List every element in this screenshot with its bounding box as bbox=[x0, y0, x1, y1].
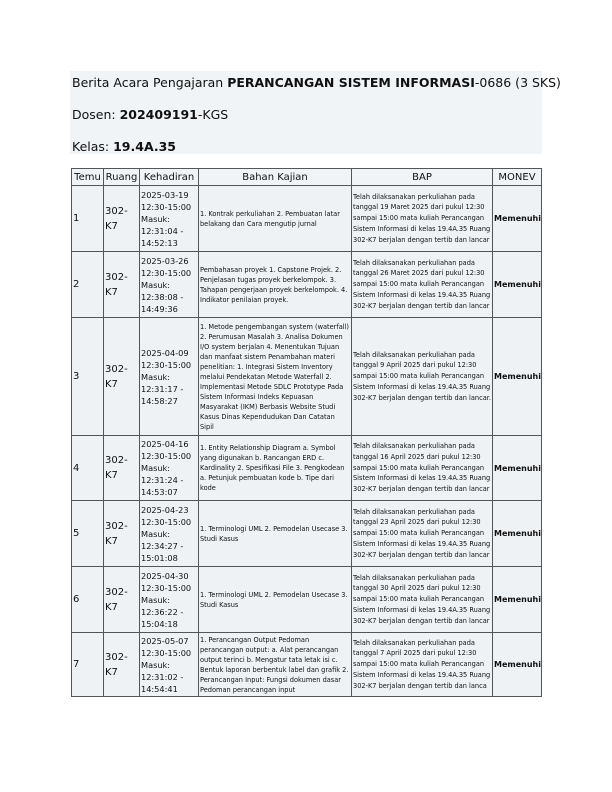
attendance-cell: 2025-03-19 12:30-15:00 Masuk: 12:31:04 - 14:52:13 bbox=[140, 186, 199, 252]
table-body bbox=[72, 186, 542, 697]
table-row bbox=[72, 318, 542, 436]
header-bap: BAP bbox=[352, 169, 493, 186]
bap-cell: Telah dilaksanakan perkuliahan pada tanggal 19 Maret 2025 dari pukul 12:30 sampai 15:00 mata kuliah Perancangan Sistem Informasi di kelas 19.4A.35 Ruang 302-K7 berjalan dengan tertib dan lancar bbox=[352, 186, 493, 252]
meeting-number: 1 bbox=[72, 186, 104, 252]
topic-cell: 1. Metode pengembangan system (waterfall) 2. Perumusan Masalah 3. Analisa Dokumen I/O system berjalan 4. Menentukan Tujuan dan manfaat sistem Penambahan materi penelitian: 1. Integrasi Sistem Inventory melalui Pendekatan Metode Waterfall 2. Implementasi Metode SDLC Prototype Pada Sistem Informasi Indeks Kepuasan Masyarakat (IKM) Berbasis Website Studi Kasus Dinas Kependudukan Dan Catatan Sipil bbox=[199, 318, 352, 436]
meeting-number: 3 bbox=[72, 318, 104, 436]
topic-cell: 1. Perancangan Output Pedoman perancangan output: a. Alat perancangan output terinci b. Mengatur tata letak isi c. Bentuk laporan berbentuk label dan grafik 2. Perancangan Input: Fungsi dokumen dasar Pedoman perancangan input bbox=[199, 633, 352, 697]
lecturer-label: Dosen: bbox=[72, 107, 120, 122]
meeting-number: 7 bbox=[72, 633, 104, 697]
class-name: 19.4A.35 bbox=[113, 139, 176, 154]
attendance-cell: 2025-04-16 12:30-15:00 Masuk: 12:31:24 - 14:53:07 bbox=[140, 436, 199, 501]
monev-cell: Memenuhi bbox=[493, 186, 542, 252]
bap-cell: Telah dilaksanakan perkuliahan pada tanggal 16 April 2025 dari pukul 12:30 sampai 15:00 mata kuliah Perancangan Sistem Informasi di kelas 19.4A.35 Ruang 302-K7 berjalan dengan tertib dan lancar bbox=[352, 436, 493, 501]
lecturer-line bbox=[72, 107, 228, 122]
bap-cell: Telah dilaksanakan perkuliahan pada tanggal 7 April 2025 dari pukul 12:30 sampai 15:00 mata kuliah Perancangan Sistem Informasi di kelas 19.4A.35 Ruang 302-K7 berjalan dengan tertib dan lanca bbox=[352, 633, 493, 697]
meeting-number: 5 bbox=[72, 501, 104, 567]
room-cell: 302-K7 bbox=[104, 436, 140, 501]
header-kehadiran: Kehadiran bbox=[140, 169, 199, 186]
table-row bbox=[72, 252, 542, 318]
table-row bbox=[72, 501, 542, 567]
table-row bbox=[72, 186, 542, 252]
room-cell: 302-K7 bbox=[104, 318, 140, 436]
class-line bbox=[72, 139, 176, 154]
topic-cell: 1. Terminologi UML 2. Pemodelan Usecase 3. Studi Kasus bbox=[199, 567, 352, 633]
header-temu: Temu bbox=[72, 169, 104, 186]
course-code: -0686 (3 SKS) bbox=[474, 75, 561, 90]
header-bahan-kajian: Bahan Kajian bbox=[199, 169, 352, 186]
room-cell: 302-K7 bbox=[104, 633, 140, 697]
topic-cell: 1. Entity Relationship Diagram a. Symbol yang digunakan b. Rancangan ERD c. Kardinality 2. Spesifikasi File 3. Pengkodean a. Petunjuk pembuatan kode b. Tipe dari kode bbox=[199, 436, 352, 501]
bap-cell: Telah dilaksanakan perkuliahan pada tanggal 30 April 2025 dari pukul 12:30 sampai 15:00 mata kuliah Perancangan Sistem Informasi di kelas 19.4A.35 Ruang 302-K7 berjalan dengan tertib dan lancar bbox=[352, 567, 493, 633]
table-row bbox=[72, 436, 542, 501]
meeting-number: 2 bbox=[72, 252, 104, 318]
course-name: PERANCANGAN SISTEM INFORMASI bbox=[227, 75, 475, 90]
bap-cell: Telah dilaksanakan perkuliahan pada tanggal 9 April 2025 dari pukul 12:30 sampai 15:00 mata kuliah Perancangan Sistem Informasi di kelas 19.4A.35 Ruang 302-K7 berjalan dengan tertib dan lancar. bbox=[352, 318, 493, 436]
attendance-cell: 2025-03-26 12:30-15:00 Masuk: 12:38:08 - 14:49:36 bbox=[140, 252, 199, 318]
title-prefix: Berita Acara Pengajaran bbox=[72, 75, 228, 90]
meeting-number: 4 bbox=[72, 436, 104, 501]
monev-cell: Memenuhi bbox=[493, 252, 542, 318]
bap-cell: Telah dilaksanakan perkuliahan pada tanggal 26 Maret 2025 dari pukul 12:30 sampai 15:00 mata kuliah Perancangan Sistem Informasi di kelas 19.4A.35 Ruang 302-K7 berjalan dengan tertib dan lancar bbox=[352, 252, 493, 318]
monev-cell: Memenuhi bbox=[493, 633, 542, 697]
table-header-row bbox=[72, 169, 542, 186]
lecturer-id: 202409191 bbox=[119, 107, 198, 122]
teaching-record-table bbox=[71, 168, 542, 697]
class-label: Kelas: bbox=[72, 139, 114, 154]
monev-cell: Memenuhi bbox=[493, 436, 542, 501]
header-monev: MONEV bbox=[493, 169, 542, 186]
document-header bbox=[70, 71, 561, 154]
monev-cell: Memenuhi bbox=[493, 501, 542, 567]
room-cell: 302-K7 bbox=[104, 252, 140, 318]
document-title bbox=[72, 75, 561, 90]
room-cell: 302-K7 bbox=[104, 186, 140, 252]
monev-cell: Memenuhi bbox=[493, 318, 542, 436]
attendance-cell: 2025-04-23 12:30-15:00 Masuk: 12:34:27 - 15:01:08 bbox=[140, 501, 199, 567]
topic-cell: 1. Terminologi UML 2. Pemodelan Usecase 3. Studi Kasus bbox=[199, 501, 352, 567]
topic-cell: Pembahasan proyek 1. Capstone Projek. 2. Penjelasan tugas proyek berkelompok. 3. Tahapan pengerjaan proyek berkelompok. 4. Indikator penilaian proyek. bbox=[199, 252, 352, 318]
meeting-number: 6 bbox=[72, 567, 104, 633]
table-row bbox=[72, 567, 542, 633]
topic-cell: 1. Kontrak perkuliahan 2. Pembuatan latar belakang dan Cara mengutip jurnal bbox=[199, 186, 352, 252]
attendance-cell: 2025-04-30 12:30-15:00 Masuk: 12:36:22 - 15:04:18 bbox=[140, 567, 199, 633]
attendance-cell: 2025-04-09 12:30-15:00 Masuk: 12:31:17 - 14:58:27 bbox=[140, 318, 199, 436]
room-cell: 302-K7 bbox=[104, 501, 140, 567]
bap-cell: Telah dilaksanakan perkuliahan pada tanggal 23 April 2025 dari pukul 12:30 sampai 15:00 mata kuliah Perancangan Sistem Informasi di kelas 19.4A.35 Ruang 302-K7 berjalan dengan tertib dan lancar bbox=[352, 501, 493, 567]
room-cell: 302-K7 bbox=[104, 567, 140, 633]
monev-cell: Memenuhi bbox=[493, 567, 542, 633]
lecturer-code: -KGS bbox=[197, 107, 229, 122]
header-ruang: Ruang bbox=[104, 169, 140, 186]
table-row bbox=[72, 633, 542, 697]
attendance-cell: 2025-05-07 12:30-15:00 Masuk: 12:31:02 - 14:54:41 bbox=[140, 633, 199, 697]
